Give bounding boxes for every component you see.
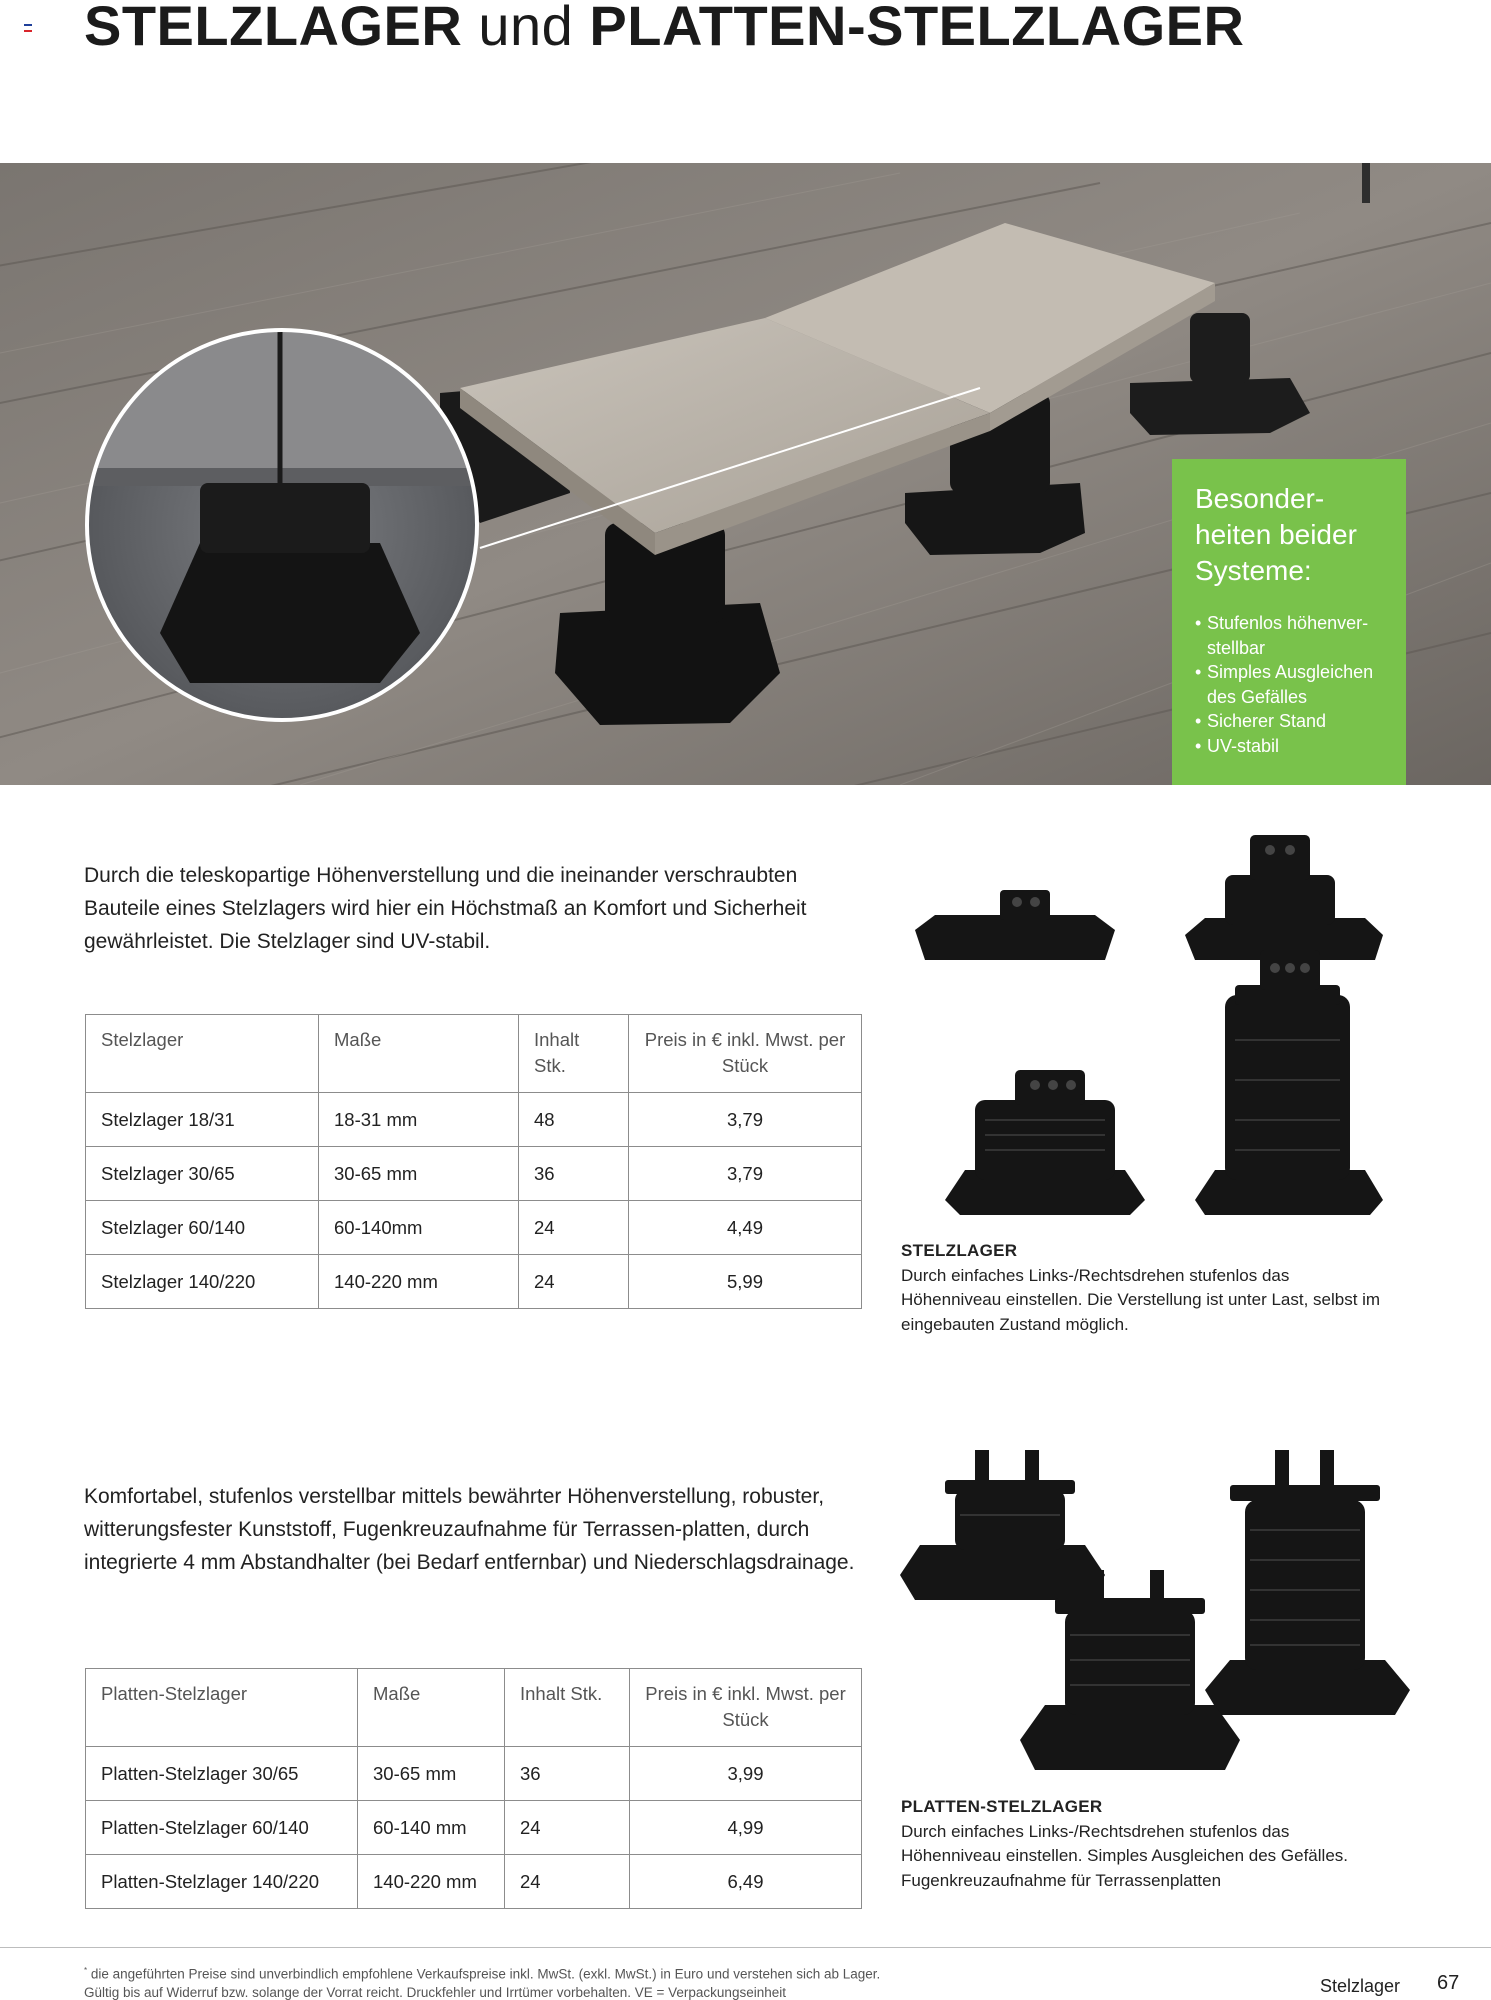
table-row — [86, 1255, 862, 1309]
caption-title: PLATTEN-STELZLAGER — [901, 1797, 1103, 1816]
column-header: Preis in € inkl. Mwst. per Stück — [630, 1669, 862, 1747]
feature-item: • UV-stabil — [1195, 734, 1384, 759]
stelzlager-price-table — [85, 1014, 862, 1309]
platten-stelzlager-price-table — [85, 1668, 862, 1909]
features-list — [1195, 611, 1384, 758]
hero-image — [0, 163, 1491, 785]
stelzlager-product-image — [905, 820, 1405, 1230]
footer-divider — [0, 1947, 1491, 1948]
feature-item: • Sicherer Stand — [1195, 709, 1384, 734]
column-header: Inhalt Stk. — [519, 1015, 629, 1093]
table-row — [86, 1147, 862, 1201]
table-cell: 3,79 — [629, 1093, 862, 1147]
platten-stelzlager-intro: Komfortabel, stufenlos verstellbar mittels bewährter Höhenverstellung, robuster, witterungsfester Kunststoff, Fugenkreuzaufnahme für Terrassen-platten, durch integrierte 4 mm Abstandhalter (bei Bedarf entfernbar) und Niederschlagsdrainage. — [84, 1485, 855, 1574]
table-cell: 60-140 mm — [358, 1801, 505, 1855]
column-header: Maße — [358, 1669, 505, 1747]
table-cell: Stelzlager 30/65 — [86, 1147, 319, 1201]
table-row — [86, 1747, 862, 1801]
column-header: Platten-Stelzlager — [86, 1669, 358, 1747]
title-part-stelzlager: STELZLAGER — [84, 0, 463, 57]
table-cell: 6,49 — [630, 1855, 862, 1909]
table-cell: Platten-Stelzlager 30/65 — [86, 1747, 358, 1801]
table-cell: 4,49 — [629, 1201, 862, 1255]
caption-text: Durch einfaches Links-/Rechtsdrehen stufenlos das Höhenniveau einstellen. Simples Ausgleichen des Gefälles. Fugenkreuzaufnahme für Terrassenplatten — [901, 1821, 1348, 1890]
table-cell: 24 — [505, 1855, 630, 1909]
caption-text: Durch einfaches Links-/Rechtsdrehen stufenlos das Höhenniveau einstellen. Die Verstellung ist unter Last, selbst im eingebauten Zustand möglich. — [901, 1265, 1381, 1334]
table-cell: 18-31 mm — [319, 1093, 519, 1147]
table-cell: 140-220 mm — [358, 1855, 505, 1909]
table-cell: Stelzlager 60/140 — [86, 1201, 319, 1255]
title-part-platten-stelzlager: PLATTEN-STELZLAGER — [589, 0, 1245, 57]
column-header: Maße — [319, 1015, 519, 1093]
table-row — [86, 1801, 862, 1855]
page-title — [84, 0, 1244, 56]
table-cell: 4,99 — [630, 1801, 862, 1855]
features-heading: Besonder- heiten beider Systeme: — [1195, 483, 1357, 586]
table-cell: 3,99 — [630, 1747, 862, 1801]
table-cell: 36 — [505, 1747, 630, 1801]
table-cell: 3,79 — [629, 1147, 862, 1201]
footnote-line: die angeführten Preise sind unverbindlich empfohlene Verkaufspreise inkl. MwSt. (exkl. MwSt.) in Euro und verstehen sich ab Lager. — [90, 1966, 881, 1982]
platten-stelzlager-product-image — [895, 1440, 1425, 1790]
table-header-row — [86, 1015, 862, 1093]
table-cell: 140-220 mm — [319, 1255, 519, 1309]
footer-section-name: Stelzlager — [1320, 1976, 1401, 1996]
table-cell: 30-65 mm — [358, 1747, 505, 1801]
table-cell: 30-65 mm — [319, 1147, 519, 1201]
table-cell: 5,99 — [629, 1255, 862, 1309]
column-header: Stelzlager — [86, 1015, 319, 1093]
table-cell: 48 — [519, 1093, 629, 1147]
table-cell: 24 — [519, 1255, 629, 1309]
feature-item: • Simples Ausgleichen des Gefälles — [1195, 660, 1384, 709]
footnote-line: Gültig bis auf Widerruf bzw. solange der Vorrat reicht. Druckfehler und Irrtümer vorbehalten. VE = Verpackungseinheit — [84, 1984, 786, 2000]
flag-icon — [24, 24, 32, 31]
table-cell: 24 — [519, 1201, 629, 1255]
table-row — [86, 1093, 862, 1147]
platten-stelzlager-caption — [901, 1795, 1381, 1893]
page-number: 67 — [1437, 1972, 1460, 1994]
footnote: * die angeführten Preise sind unverbindlich empfohlene Verkaufspreise inkl. MwSt. (exkl. MwSt.) in Euro und verstehen sich ab Lager. Gültig bis auf Widerruf bzw. solange der Vorrat reicht. Druckfehler und Irrtümer vorbehalten. VE = Verpackungseinheit — [84, 1962, 1044, 2000]
feature-item: • Stufenlos höhenver- stellbar — [1195, 611, 1384, 660]
table-cell: Platten-Stelzlager 140/220 — [86, 1855, 358, 1909]
table-row — [86, 1855, 862, 1909]
stelzlager-caption — [901, 1239, 1381, 1337]
table-cell: Stelzlager 18/31 — [86, 1093, 319, 1147]
table-cell: 24 — [505, 1801, 630, 1855]
features-box — [1172, 459, 1406, 785]
stelzlager-intro: Durch die teleskopartige Höhenverstellung und die ineinander verschraubten Bauteile eines Stelzlagers wird hier ein Höchstmaß an Komfort und Sicherheit gewährleistet. Die Stelzlager sind UV-stabil. — [84, 864, 807, 953]
column-header: Preis in € inkl. Mwst. per Stück — [629, 1015, 862, 1093]
table-header-row — [86, 1669, 862, 1747]
table-cell: Stelzlager 140/220 — [86, 1255, 319, 1309]
column-header: Inhalt Stk. — [505, 1669, 630, 1747]
table-cell: Platten-Stelzlager 60/140 — [86, 1801, 358, 1855]
table-cell: 60-140mm — [319, 1201, 519, 1255]
caption-title: STELZLAGER — [901, 1241, 1018, 1260]
title-part-und: und — [478, 0, 574, 57]
table-cell: 36 — [519, 1147, 629, 1201]
table-row — [86, 1201, 862, 1255]
